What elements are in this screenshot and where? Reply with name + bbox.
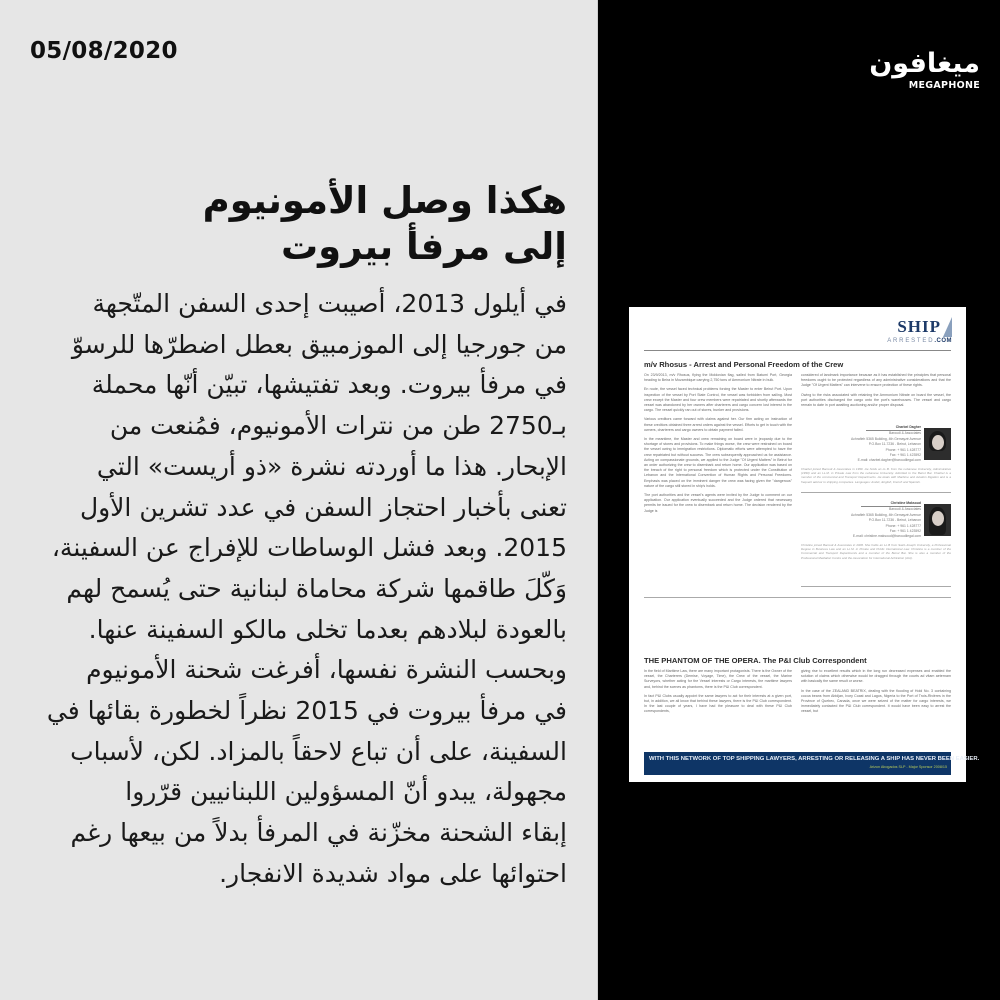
- body-line: وَكّلَ طاقمها شركة محاماة لبنانية حتى يُسمح لهم: [66, 573, 567, 603]
- body-line: وبحسب النشرة نفسها، أفرغت شحنة الأمونيوم: [86, 655, 567, 685]
- body-line: 2015. وبعد فشل الوساطات للإفراج عن السفينة،: [51, 533, 567, 563]
- article-left-column: In the field of Maritime Law, there are many important protagonists. There is the Owner of the vessel, the Charterers (Demise, Voyage, Time), the Crew of the vessel, the Marine Surveyors, whether acting for the Vessel interests or Cargo interests, the maritime lawyers and, behind the scenes as phantoms, there is the P&I Club correspondent. In fact P&I Clubs usually appoint the same lawyers to act for their interests at a given port, but, in addition, we all know that behind these lawyers, there is the P&I Club correspondent. In the last couple of years, I have had the pleasure to deal with these P&I Club correspondents,: [644, 669, 792, 714]
- body-line: إبقاء الشحنة مخزّنة في المرفأ بدلاً من بيعها رغم: [70, 818, 567, 848]
- article-left-column: On 23/9/2013, m/v Rhosus, flying the Moldovian flag, sailed from Batumi Port, Georgia heading to Beira in Mozambique carrying 2,750 tons of Ammonium Nitrate in bulk. En route, the vessel faced technical problems forcing the Master to enter Beirut Port. Upon inspection of the vessel by Port State Control, the vessel was forbidden from sailing. Most crew except the Master and four crew members were repatriated and shortly afterwards the vessel was abandoned by her owners after charterers and cargo concern lost interest in the cargo. The vessel quickly ran out of stores, bunker and provisions. Various creditors came forward with claims against her. Our firm acting on instruction of these creditors obtained three arrest orders against the vessel. Efforts to get in touch with the owners, charterers and cargo owners to obtain payment failed. In the meantime, the Master and crew remaining on board were in jeopardy due to the shortage of stores and provisions. To make things worse, the crew were restrained on board the vessel owing to immigration restrictions. Diplomatic efforts were attempted to have the crew repatriated but without success. The crew subsequently approached us for assistance. Acting on compassionate grounds, we applied to the Judge "Of Urgent Matters" in Beirut for an order authorizing the crew to disembark and return home. Our application was based on the breach of the right to personal freedom which is protected under the Constitution of Lebanon and the International Convention of Human Rights and Personal Freedoms. Emphasis was placed on the imminent danger the crew was facing given the "dangerous" nature of the cargo still stored in ship's holds. The port authorities and the vessel's agents were invited by the Judge to comment on our application. Our application eventually succeeded and the Judge ordered that necessary permits be issued for the crew to disembark and return home. The decision rendered by the Judge is: [644, 373, 792, 513]
- author-profile: Christine Maksoud Baroudi & Associates Achrafieh 5365 Building, 4th Gemayzé Avenue P.O.Box 11-7236 - Beirut, Lebanon Phone: + 961 1 428777 Fax: + 961 1 423592 E-mail: christine.maksoud@baroudilegal.com: [801, 501, 951, 541]
- logo-arrested-text: ARRESTED.COM: [887, 338, 952, 344]
- author-bio: Charbel joined Baroudi & Associates in 1999. He holds an LL.B. from the Lebanese University, Adminstrative (1999) and an LL.M. in Private Law from the Lebanese University. Admitted to the Beirut Bar. Charbel is a member of the commercial and Transport Departments. He deals with Maritime and Aviation litigation and is a frequent advisor to shipping companies. Languages: Arabic, English, French and Spanish.: [801, 467, 951, 493]
- logo-ship-text: SHIP: [897, 317, 941, 336]
- article-right-column: considered of landmark importance because as it has established the principles that personal freedoms ought to be protected regardless of any administrative considerations and that the Judge "Of Urgent Matters" can intervene to ensure protection of these rights. Owing to the risks associated with retaining the Ammonium Nitrate on board the vessel, the port authorities discharged the cargo onto the port's warehouses. The vessel and cargo remain to date in port awaiting auctioning and/or proper disposal.: [801, 373, 951, 408]
- body-line: الإبحار. هذا ما أوردته نشرة «ذو أريست» التي: [96, 451, 567, 481]
- post-date: 05/08/2020: [30, 38, 178, 64]
- author-photo: [924, 504, 951, 536]
- article-body: [22, 284, 567, 895]
- body-line: مجهولة، يبدو أنّ المسؤولين اللبنانيين قرّروا: [125, 777, 567, 807]
- body-line: في مرفأ بيروت. وبعد تفتيشها، تبيّن أنّها محملة: [91, 370, 567, 400]
- logo-english: MEGAPHONE: [908, 80, 980, 91]
- body-line: السفينة، على أن تباع لاحقاً بالمزاد. لكن، لأسباب: [70, 736, 567, 766]
- author-profile: Charbel Dagher Baroudi & Associates Achrafieh 5365 Building, 4th Gemayzé Avenue P.O.Box 11-7236 - Beirut, Lebanon Phone: + 961 1 428777 Fax: + 961 1 423592 E-mail: charbel.dagher@baroudilegal.com: [801, 425, 951, 465]
- headline: [47, 178, 567, 270]
- body-line: من جورجيا إلى الموزمبيق بعطل اضطرّها للرسوّ: [71, 329, 567, 359]
- author-bio: Christine joined Baroudi & Associates in 2006. She holds an LL.B from Saint-Joseph University, a Professional Degree in Business Law and an LL.M. in Private and Public International Law. Christine is a member of the Commercial and Transport Departments and a member of the Beirut Bar. She is also a member of the Professional Mediation Centre and the Association for International Arbitration (AIA).: [801, 543, 951, 587]
- body-line: احتوائها على مواد شديدة الانفجار.: [219, 858, 567, 888]
- headline-line: هكذا وصل الأمونيوم: [202, 179, 567, 222]
- banner-text: WITH THIS NETWORK OF TOP SHIPPING LAWYERS, ARRESTING OR RELEASING A SHIP HAS NEVER BEEN EASIER.: [649, 756, 980, 762]
- body-line: في مرفأ بيروت في 2015 نظراً لخطورة بقائها في: [46, 696, 567, 726]
- sail-icon: [943, 317, 952, 337]
- divider: [644, 597, 951, 598]
- newsletter-scan: [629, 307, 980, 782]
- author-photo: [924, 428, 951, 460]
- article-title: THE PHANTOM OF THE OPERA. The P&I Club Correspondent: [644, 656, 867, 665]
- logo-arabic: ميغافون: [869, 48, 980, 79]
- body-line: بـ2750 طن من نترات الأمونيوم، فمُنعت من: [109, 411, 567, 441]
- body-line: بالعودة لبلادهم بعدما تخلى مالكو السفينة عنها.: [88, 614, 567, 644]
- banner-sponsor: Arizon Abogados SLP - Major Sponsor 2008/15: [869, 765, 947, 769]
- divider: [644, 350, 951, 351]
- body-line: في أيلول 2013، أصيبت إحدى السفن المتّجهة: [92, 289, 567, 318]
- shiparrested-logo: [887, 317, 952, 345]
- footer-banner: [644, 752, 980, 775]
- megaphone-logo: [869, 48, 980, 110]
- headline-line: إلى مرفأ بيروت: [280, 225, 567, 268]
- article-right-column: giving rise to excellent results which in the long run decreased expenses and enabled the solution of claims which otherwise would be dragged through the courts ad vitam aeternam with basically the same result or worse. In the case of the ZEALAND BEATRIX, dealing with the flooding of Hold No. 3 containing cocoa beans from Abidjan, Ivory Coast and Lagos, Nigeria to the Port of Trois-Rivières in the Province of Quebec, Canada, once we were seized of the matter for cargo interests, we immediately contacted the P&I Club correspondent. It would have been easy to arrest the vessel, but: [801, 669, 951, 714]
- article-title: m/v Rhosus - Arrest and Personal Freedom of the Crew: [644, 360, 844, 369]
- body-line: تعنى بأخبار احتجاز السفن في عدد تشرين الأول: [79, 492, 567, 522]
